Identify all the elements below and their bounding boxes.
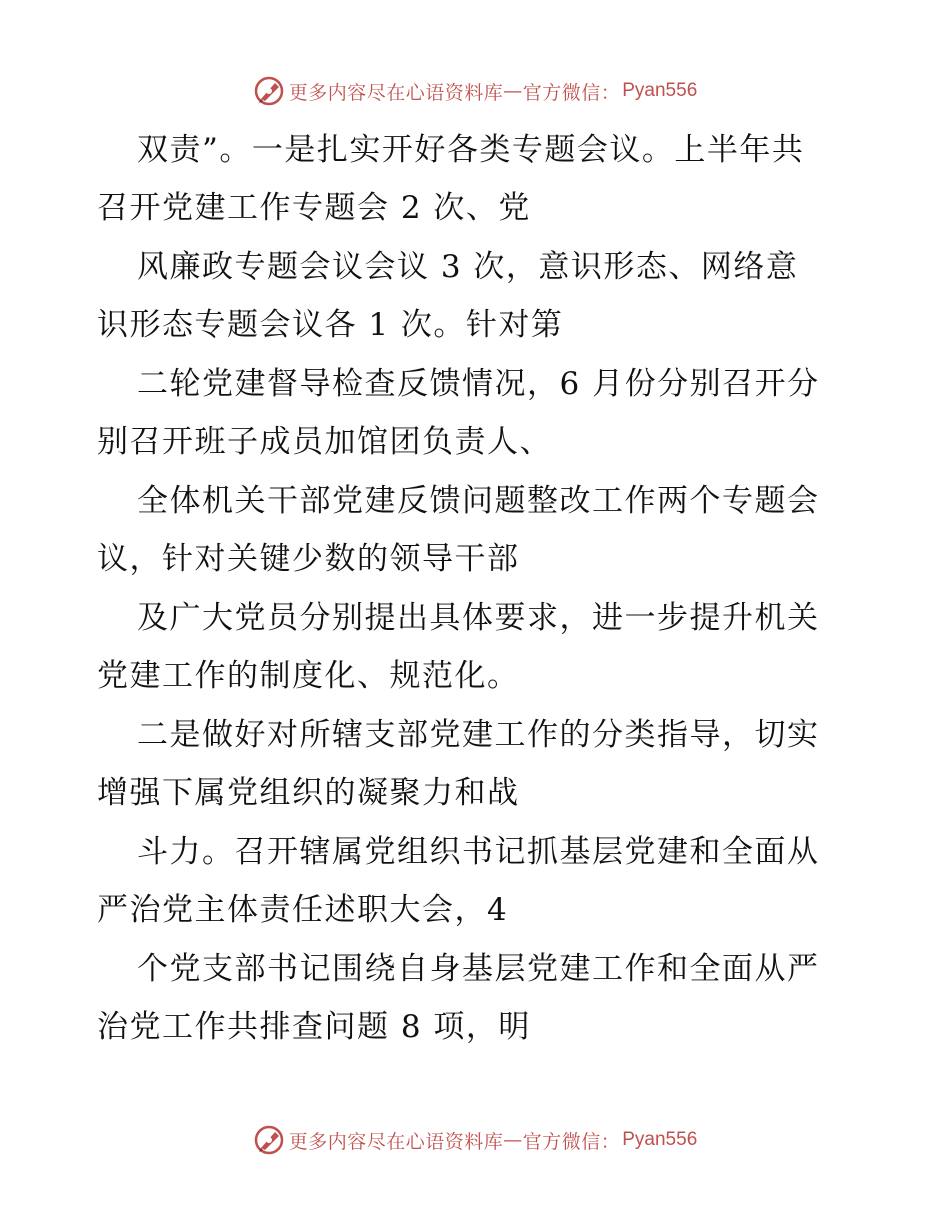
dash: — bbox=[503, 80, 523, 102]
wechat-id: Pyan556 bbox=[622, 80, 698, 101]
dash: — bbox=[503, 1129, 523, 1151]
text-line: 严治党主体责任述职大会，4 bbox=[97, 892, 509, 928]
text-line: 双责”。一是扎实开好各类专题会议。上半年共 bbox=[137, 132, 805, 168]
wechat-label: 官方微信： bbox=[522, 81, 621, 104]
text-line: 风廉政专题会议会议 3 次，意识形态、网络意 bbox=[137, 249, 799, 285]
text-line: 增强下属党组织的凝聚力和战 bbox=[97, 775, 520, 811]
text-line: 治党工作共排查问题 8 项，明 bbox=[97, 1009, 531, 1045]
wechat-id: Pyan556 bbox=[622, 1129, 698, 1150]
text-line: 识形态专题会议各 1 次。针对第 bbox=[97, 307, 564, 343]
text-line: 二是做好对所辖支部党建工作的分类指导，切实 bbox=[137, 717, 820, 753]
text-line: 别召开班子成员加馆团负责人、 bbox=[97, 424, 552, 460]
text-line: 及广大党员分别提出具体要求，进一步提升机关 bbox=[137, 600, 820, 636]
text-line: 二轮党建督导检查反馈情况，6 月份分别召开分 bbox=[137, 366, 820, 402]
header-watermark bbox=[0, 71, 950, 111]
footer-watermark bbox=[0, 1120, 950, 1160]
site-text: 更多内容尽在心语资料库 bbox=[288, 81, 504, 104]
text-line: 议，针对关键少数的领导干部 bbox=[97, 541, 520, 577]
text-line: 召开党建工作专题会 2 次、党 bbox=[97, 190, 531, 226]
wechat-label: 官方微信： bbox=[522, 1130, 621, 1153]
pen-logo-icon bbox=[253, 75, 285, 107]
pen-logo-icon bbox=[253, 1124, 285, 1156]
text-line: 斗力。召开辖属党组织书记抓基层党建和全面从 bbox=[137, 834, 820, 870]
text-line: 党建工作的制度化、规范化。 bbox=[97, 658, 520, 694]
text-line: 个党支部书记围绕自身基层党建工作和全面从严 bbox=[137, 951, 820, 987]
text-line: 全体机关干部党建反馈问题整改工作两个专题会 bbox=[137, 483, 820, 519]
site-text: 更多内容尽在心语资料库 bbox=[288, 1130, 504, 1153]
